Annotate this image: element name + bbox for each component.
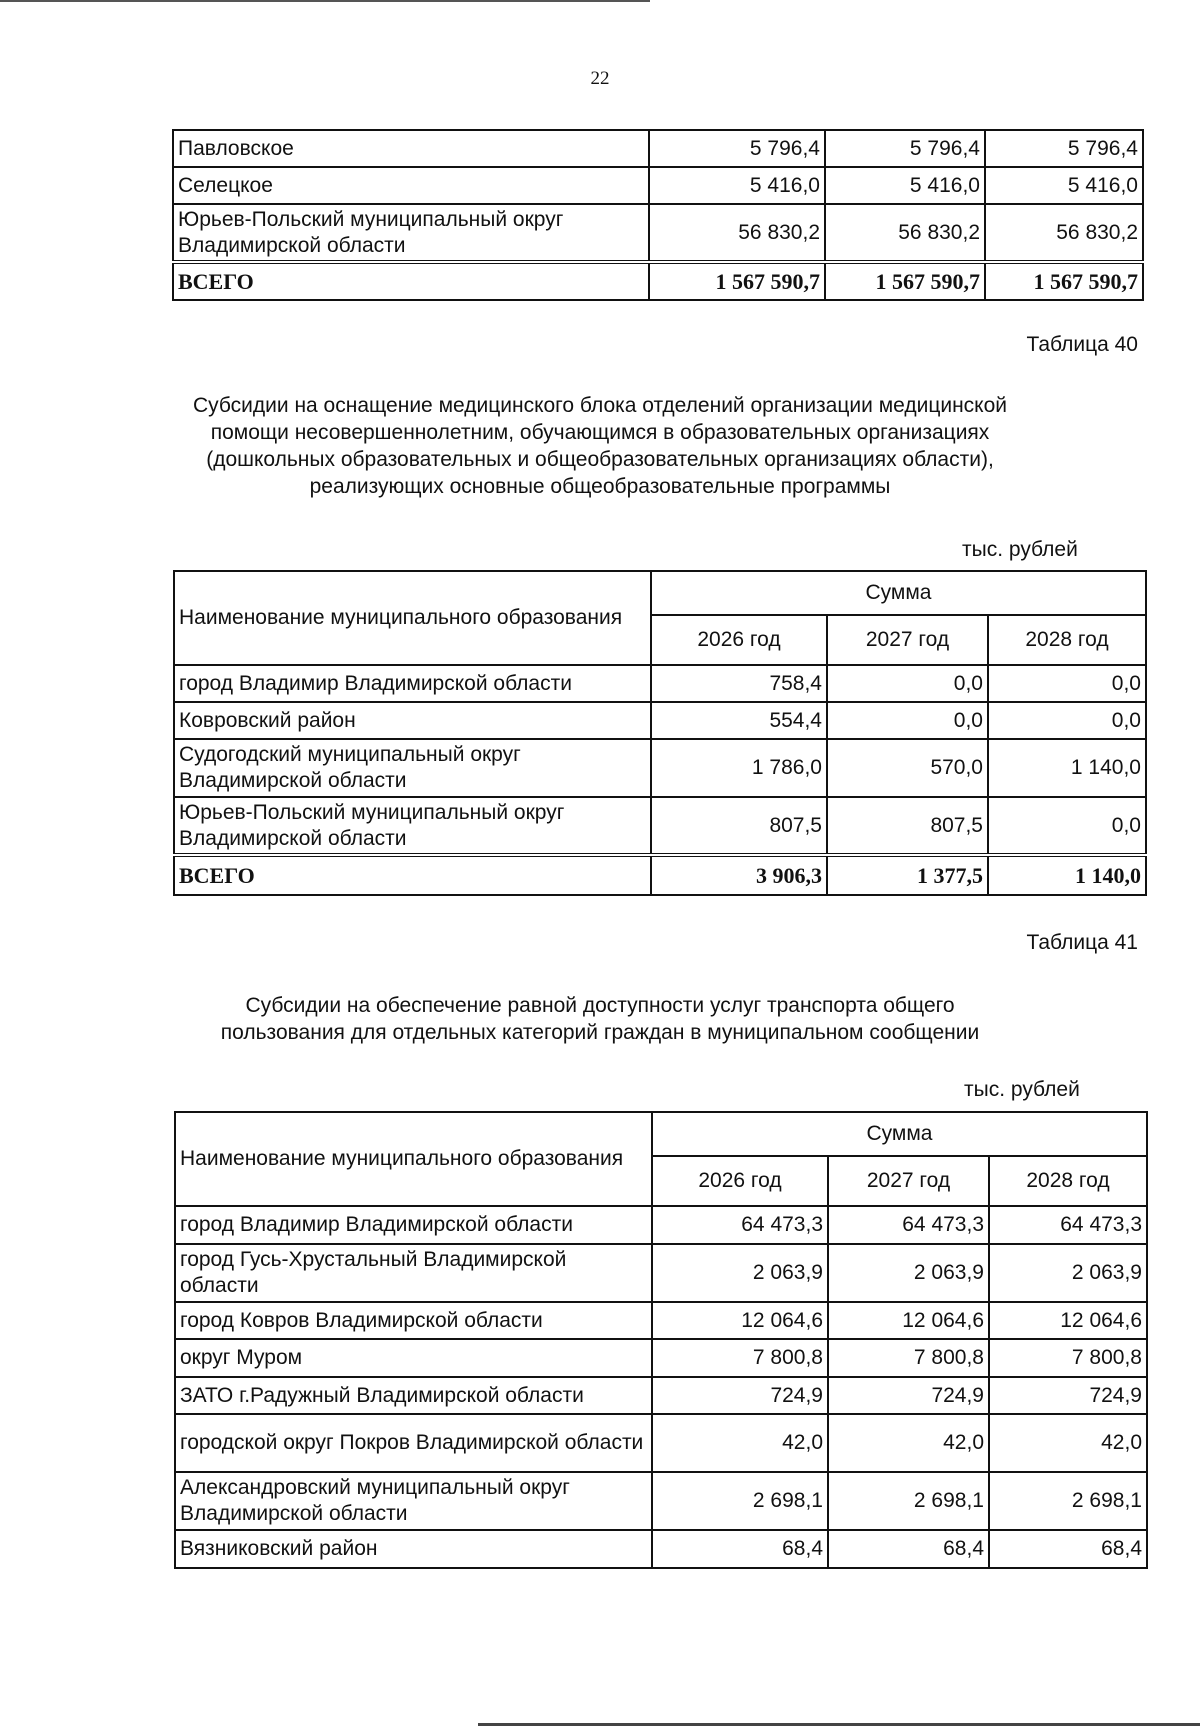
row-name: город Ковров Владимирской области bbox=[175, 1302, 652, 1339]
continued-table bbox=[172, 129, 1144, 301]
value-2026: 7 800,8 bbox=[652, 1339, 828, 1377]
total-2027: 1 377,5 bbox=[827, 855, 988, 895]
table-row bbox=[175, 1339, 1147, 1377]
row-name: город Гусь-Хрустальный Владимирской области bbox=[175, 1244, 652, 1302]
value-2028: 2 063,9 bbox=[989, 1244, 1147, 1302]
row-name: город Владимир Владимирской области bbox=[174, 665, 651, 702]
total-row bbox=[173, 262, 1143, 300]
value-2026: 724,9 bbox=[652, 1377, 828, 1414]
row-name: Вязниковский район bbox=[175, 1530, 652, 1568]
table-40-units: тыс. рублей bbox=[962, 538, 1078, 561]
value-2028: 64 473,3 bbox=[989, 1206, 1147, 1244]
table-40 bbox=[173, 570, 1147, 896]
row-name: округ Муром bbox=[175, 1339, 652, 1377]
value-2027: 56 830,2 bbox=[825, 204, 985, 262]
table-41-title: Субсидии на обеспечение равной доступности услуг транспорта общего пользования для отдельных категорий граждан в муниципальном сообщении bbox=[220, 994, 980, 1044]
table-row bbox=[173, 130, 1143, 167]
value-2028: 7 800,8 bbox=[989, 1339, 1147, 1377]
value-2026: 554,4 bbox=[651, 702, 827, 739]
table-row bbox=[174, 702, 1146, 739]
table-41 bbox=[174, 1111, 1148, 1569]
table-row bbox=[173, 204, 1143, 262]
value-2027: 807,5 bbox=[827, 797, 988, 855]
total-label: ВСЕГО bbox=[174, 855, 651, 895]
scan-edge-top bbox=[0, 0, 650, 2]
page-number: 22 bbox=[590, 68, 610, 89]
value-2028: 56 830,2 bbox=[985, 204, 1143, 262]
table-41-units: тыс. рублей bbox=[964, 1078, 1080, 1101]
table-row bbox=[174, 665, 1146, 702]
value-2026: 2 698,1 bbox=[652, 1472, 828, 1530]
total-2028: 1 567 590,7 bbox=[985, 262, 1143, 300]
table-row bbox=[175, 1206, 1147, 1244]
row-name: городской округ Покров Владимирской области bbox=[175, 1414, 652, 1472]
total-2027: 1 567 590,7 bbox=[825, 262, 985, 300]
value-2027: 724,9 bbox=[828, 1377, 989, 1414]
table-40-label: Таблица 40 bbox=[1026, 333, 1138, 356]
value-2027: 0,0 bbox=[827, 702, 988, 739]
value-2028: 42,0 bbox=[989, 1414, 1147, 1472]
value-2027: 5 416,0 bbox=[825, 167, 985, 204]
value-2026: 12 064,6 bbox=[652, 1302, 828, 1339]
row-name: Александровский муниципальный округ Владимирской области bbox=[175, 1472, 652, 1530]
value-2027: 7 800,8 bbox=[828, 1339, 989, 1377]
total-2026: 1 567 590,7 bbox=[649, 262, 825, 300]
value-2028: 5 416,0 bbox=[985, 167, 1143, 204]
scan-edge-bottom bbox=[478, 1723, 1200, 1726]
column-header-sum: Сумма bbox=[652, 1112, 1147, 1156]
value-2026: 56 830,2 bbox=[649, 204, 825, 262]
row-name: Юрьев-Польский муниципальный округ Владимирской области bbox=[173, 204, 649, 262]
column-header-2028: 2028 год bbox=[988, 615, 1146, 665]
column-header-2027: 2027 год bbox=[827, 615, 988, 665]
column-header-name: Наименование муниципального образования bbox=[174, 571, 651, 665]
table-row bbox=[175, 1530, 1147, 1568]
value-2027: 2 063,9 bbox=[828, 1244, 989, 1302]
value-2026: 42,0 bbox=[652, 1414, 828, 1472]
value-2028: 12 064,6 bbox=[989, 1302, 1147, 1339]
value-2026: 2 063,9 bbox=[652, 1244, 828, 1302]
column-header-2027: 2027 год bbox=[828, 1156, 989, 1206]
value-2028: 0,0 bbox=[988, 797, 1146, 855]
value-2028: 2 698,1 bbox=[989, 1472, 1147, 1530]
value-2026: 5 796,4 bbox=[649, 130, 825, 167]
value-2028: 0,0 bbox=[988, 665, 1146, 702]
row-name: Судогодский муниципальный округ Владимирской области bbox=[174, 739, 651, 797]
row-name: Ковровский район bbox=[174, 702, 651, 739]
value-2026: 1 786,0 bbox=[651, 739, 827, 797]
column-header-2026: 2026 год bbox=[652, 1156, 828, 1206]
table-41-label: Таблица 41 bbox=[1026, 931, 1138, 954]
value-2027: 12 064,6 bbox=[828, 1302, 989, 1339]
table-row bbox=[175, 1414, 1147, 1472]
row-name: Павловское bbox=[173, 130, 649, 167]
table-row bbox=[175, 1377, 1147, 1414]
value-2028: 724,9 bbox=[989, 1377, 1147, 1414]
table-row bbox=[173, 167, 1143, 204]
value-2026: 68,4 bbox=[652, 1530, 828, 1568]
value-2027: 42,0 bbox=[828, 1414, 989, 1472]
value-2026: 5 416,0 bbox=[649, 167, 825, 204]
value-2028: 0,0 bbox=[988, 702, 1146, 739]
value-2026: 807,5 bbox=[651, 797, 827, 855]
table-row bbox=[175, 1302, 1147, 1339]
value-2026: 758,4 bbox=[651, 665, 827, 702]
table-40-title: Субсидии на оснащение медицинского блока отделений организации медицинской помощи несовершеннолетним, обучающимся в образовательных организациях (дошкольных образовательных и общеобразовательных организациях области), реализующих основные общеобразовательные программы bbox=[192, 394, 1008, 498]
column-header-2026: 2026 год bbox=[651, 615, 827, 665]
row-name: Селецкое bbox=[173, 167, 649, 204]
value-2027: 5 796,4 bbox=[825, 130, 985, 167]
table-row bbox=[175, 1244, 1147, 1302]
column-header-2028: 2028 год bbox=[989, 1156, 1147, 1206]
total-2028: 1 140,0 bbox=[988, 855, 1146, 895]
value-2026: 64 473,3 bbox=[652, 1206, 828, 1244]
value-2027: 570,0 bbox=[827, 739, 988, 797]
value-2027: 2 698,1 bbox=[828, 1472, 989, 1530]
column-header-sum: Сумма bbox=[651, 571, 1146, 615]
value-2028: 5 796,4 bbox=[985, 130, 1143, 167]
table-row bbox=[175, 1472, 1147, 1530]
total-label: ВСЕГО bbox=[173, 262, 649, 300]
value-2028: 1 140,0 bbox=[988, 739, 1146, 797]
row-name: ЗАТО г.Радужный Владимирской области bbox=[175, 1377, 652, 1414]
value-2027: 64 473,3 bbox=[828, 1206, 989, 1244]
row-name: город Владимир Владимирской области bbox=[175, 1206, 652, 1244]
value-2028: 68,4 bbox=[989, 1530, 1147, 1568]
total-row bbox=[174, 855, 1146, 895]
value-2027: 68,4 bbox=[828, 1530, 989, 1568]
column-header-name: Наименование муниципального образования bbox=[175, 1112, 652, 1206]
total-2026: 3 906,3 bbox=[651, 855, 827, 895]
table-row bbox=[174, 797, 1146, 855]
row-name: Юрьев-Польский муниципальный округ Владимирской области bbox=[174, 797, 651, 855]
table-row bbox=[174, 739, 1146, 797]
value-2027: 0,0 bbox=[827, 665, 988, 702]
